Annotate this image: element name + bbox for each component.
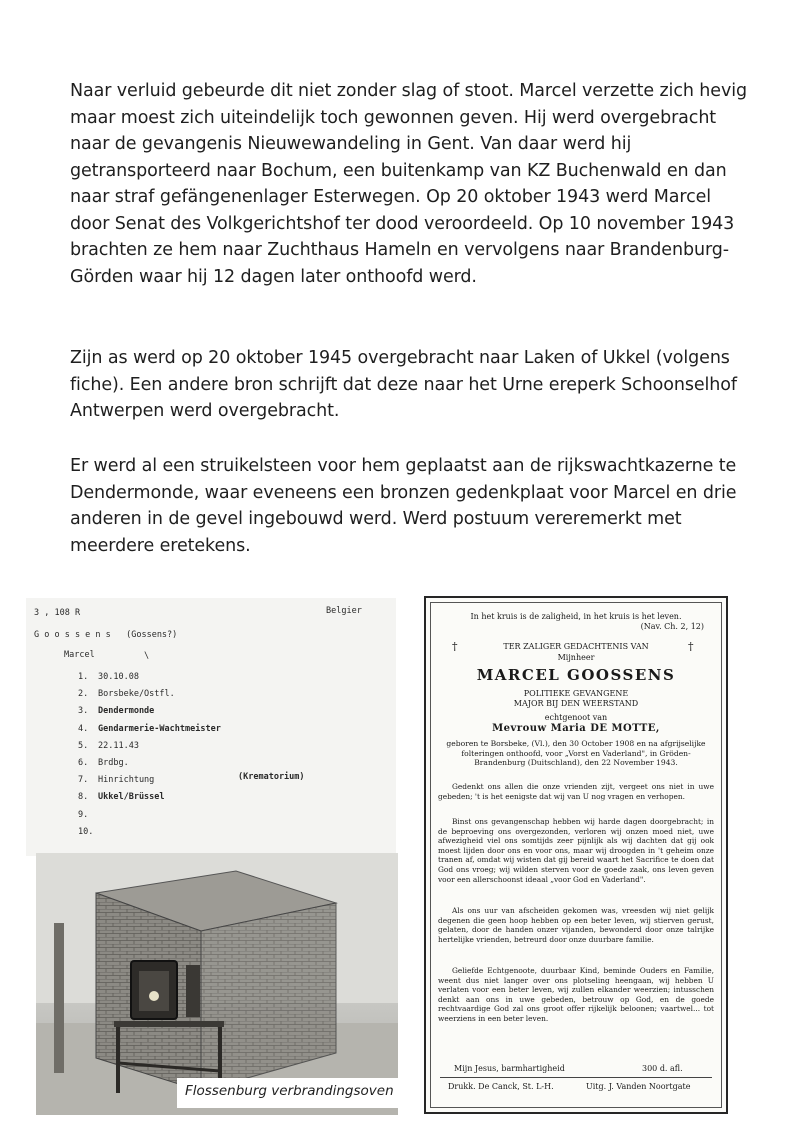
record-row-number: 8. [78, 792, 89, 803]
cross-left-icon: † [452, 640, 458, 653]
record-row-number: 7. [78, 775, 89, 786]
memorial-quote-ref: (Nav. Ch. 2, 12) [640, 622, 704, 631]
memorial-honorific: Mijnheer [557, 653, 595, 662]
record-row-number: 3. [78, 706, 89, 717]
memorial-name: MARCEL GOOSSENS [476, 666, 676, 684]
record-first-name-mark: \ [144, 651, 150, 661]
memorial-quote: In het kruis is de zaligheid, in het kruis is het leven. [470, 612, 682, 621]
memorial-body-2: Binst ons gevangenschap hebben wij harde dagen doorgebracht; in de beproeving ons overgezonden, verloren wij onzen moed niet, uwe afwezigheid viel ons somtijds zeer pijnlijk als wij dachten dat gij ook moest lijden door ons en voor ons, maar wij droogden in 't geheim onze tranen af, omdat wij wisten dat gij bereid waart het Sacrifice te doen dat God ons vroeg; wij wilden sterven voor de goede zaak, ons leven geven voor een allerschoonst ideaal „voor God en Vaderland". [438, 817, 714, 884]
paragraph-ashes: Zijn as werd op 20 oktober 1945 overgebracht naar Laken of Ukkel (volgens fiche). Een andere bron schrijft dat deze naar het Urne ereperk Schoonselhof Antwerpen werd overgebracht. [70, 348, 737, 421]
memorial-card [424, 596, 728, 1114]
memorial-spouse: Mevrouw Maria DE MOTTE, [492, 723, 660, 734]
record-first-name: Marcel [64, 650, 95, 660]
record-row-number: 1. [78, 672, 89, 682]
crematorium-oven-photo [36, 853, 398, 1115]
memorial-title-2: MAJOR BIJ DEN WEERSTAND [513, 699, 639, 708]
memorial-divider [440, 1077, 712, 1078]
record-row-value: Borsbeke/Ostfl. [98, 689, 175, 700]
record-row-value: Hinrichtung [98, 775, 155, 786]
record-row-number: 6. [78, 758, 89, 768]
record-row-value: 30.10.08 [98, 672, 139, 682]
record-row-value: 22.11.43 [98, 740, 139, 751]
oven-illustration [36, 853, 398, 1115]
memorial-birth: geboren te Borsbeke, (Vl.), den 30 October 1908 en na afgrijselijke folteringen onthoofd, voor „Vorst en Vaderland", in Gröden-Brandenburg (Duitschland), den 22 November 1943. [446, 739, 706, 768]
memorial-printer: Drukk. De Canck, St. L-H. [448, 1082, 554, 1091]
record-row-value: Gendarmerie-Wachtmeister [98, 723, 221, 734]
memorial-body-1: Gedenkt ons allen die onze vrienden zijt, vergeet ons niet in uwe gebeden; 't is het eenigste dat wij van U nog vragen en verhopen. [438, 782, 714, 801]
record-row-number: 2. [78, 689, 89, 700]
record-row-number: 4. [78, 723, 89, 734]
paragraph-memorial-stone: Er werd al een struikelsteen voor hem geplaatst aan de rijkswachtkazerne te Dendermonde, waar eveneens een bronzen gedenkplaat voor Marcel en drie anderen in de gevel ingebouwd werd. Werd postuum vereremerkt met meerdere eretekens. [70, 456, 737, 556]
record-country: Belgier [326, 606, 362, 616]
record-row7-extra: (Krematorium) [238, 772, 305, 782]
memorial-heading: TER ZALIGER GEDACHTENIS VAN [503, 642, 649, 651]
cross-right-icon: † [688, 640, 694, 653]
prison-record-card [26, 598, 396, 856]
memorial-spouse-label: echtgenoot van [544, 713, 608, 722]
paragraph-arrest: Naar verluid gebeurde dit niet zonder slag of stoot. Marcel verzette zich hevig maar moest zich uiteindelijk toch gewonnen geven. Hij werd overgebracht naar de gevangenis Nieuwewandeling in Gent. Van daar werd hij getransporteerd naar Bochum, een buitenkamp van KZ Buchenwald en dan naar straf gefängenenlager Esterwegen. Op 20 oktober 1943 werd Marcel door Senat des Volkgerichtshof ter dood veroordeeld. Op 10 november 1943 brachten ze hem naar Zuchthaus Hameln en vervolgens naar Brandenburg-Görden waar hij 12 dagen later onthoofd werd. [70, 81, 747, 287]
memorial-publisher: Uitg. J. Vanden Noortgate [586, 1082, 691, 1091]
memorial-body-4: Geliefde Echtgenoote, duurbaar Kind, beminde Ouders en Familie, weent dus niet langer over ons plotseling heengaan, wij hebben U verlaten voor een beter leven, wij zullen elkander weerzien; intusschen denkt aan ons in uwe gebeden, betrouw op God, en de goede rechtvaardige God zal ons groot offer rijkelijk beloonen; vaartwel... tot weerziens in een beter leven. [438, 966, 714, 1023]
record-row-value: Dendermonde [98, 706, 155, 717]
record-row-number: 5. [78, 740, 89, 751]
record-row-number: 9. [78, 809, 89, 820]
record-surname: G o o s s e n s (Gossens?) [34, 630, 178, 640]
photo-caption: Flossenburg verbrandingsoven [185, 1083, 394, 1099]
record-row-value: Ukkel/Brüssel [98, 792, 165, 803]
memorial-prayer: Mijn Jesus, barmhartigheid [454, 1064, 565, 1073]
record-row-number: 10. [78, 826, 94, 837]
memorial-title-1: POLITIEKE GEVANGENE [523, 689, 629, 698]
memorial-body-3: Als ons uur van afscheiden gekomen was, vreesden wij niet gelijk degenen die geen hoop hebben op een beter leven, wij stierven gerust, gelaten, door de handen onzer vijanden, bewonderd door onze talrijke hertelijke vrienden, betreurd door onze duurbare familie. [438, 906, 714, 944]
memorial-indulgence: 300 d. afl. [642, 1064, 683, 1073]
record-row-value: Brdbg. [98, 758, 129, 768]
record-number: 3 , 108 R [34, 608, 81, 618]
